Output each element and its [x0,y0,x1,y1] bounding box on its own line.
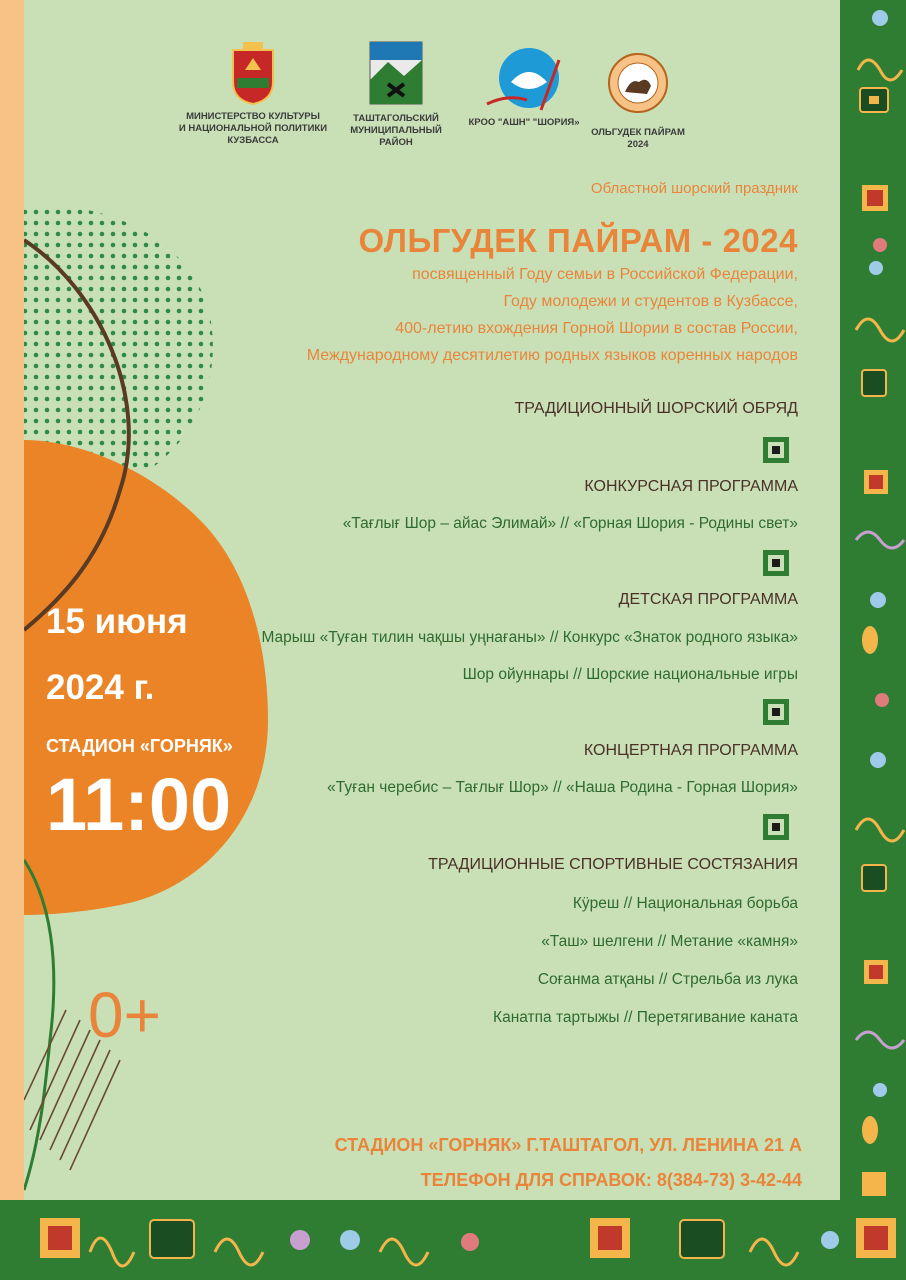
caption-line: КРОО "АШН" "ШОРИЯ» [468,117,580,128]
logo-kroo [462,40,586,129]
ornament-divider-icon [762,813,790,841]
caption-line: ОЛЬГУДЕК ПАЙРАМ [591,127,685,138]
caption-line: И НАЦИОНАЛЬНОЙ ПОЛИТИКИ [178,123,328,134]
program-item: Кӱреш // Национальная борьба [572,895,798,912]
ornament-pattern-right [840,0,906,1280]
venue-address: СТАДИОН «ГОРНЯК» Г.ТАШТАГОЛ, УЛ. ЛЕНИНА 21 А [334,1135,802,1155]
section-title-ritual: ТРАДИЦИОННЫЙ ШОРСКИЙ ОБРЯД [514,400,798,417]
section-title-contest: КОНКУРСНАЯ ПРОГРАММА [584,478,798,495]
program-item: Соғанма атқаны // Стрельба из лука [537,971,798,988]
event-date-day: 15 июня [46,602,188,641]
ornament-divider-icon [762,549,790,577]
logo-ministry [176,40,330,147]
section-title-children: ДЕТСКАЯ ПРОГРАММА [618,591,798,608]
program-item: Шор ойуннары // Шорские национальные игры [462,666,798,683]
event-date-year: 2024 г. [46,668,155,707]
olgudek-pairam-emblem-icon [607,52,669,114]
section-title-sports: ТРАДИЦИОННЫЕ СПОРТИВНЫЕ СОСТЯЗАНИЯ [428,856,798,873]
ornament-border-bottom [0,1200,906,1280]
section-title-concert: КОНЦЕРТНАЯ ПРОГРАММА [583,742,798,759]
program-item: Канатпа тартыжы // Перетягивание каната [493,1009,798,1026]
caption-line: 2024 [627,139,649,150]
dedication-line: 400-летию вхождения Горной Шории в состав России, [395,320,798,337]
logo-tashtagol-caption [340,113,452,149]
logo-olgudek [590,52,686,151]
program-item: «Тағлығ Шор – айас Элимай» // «Горная Шория - Родины свет» [342,515,798,532]
program-item: «Таш» шелгени // Метание «камня» [541,933,798,950]
kroo-ashn-shoria-emblem-icon [481,40,567,120]
event-subtitle: Областной шорский праздник [590,180,798,197]
program-item: «Туған черебис – Тағлығ Шор» // «Наша Родина - Горная Шория» [327,779,798,796]
caption-line: РАЙОН [379,137,413,148]
age-rating: 0+ [88,979,161,1051]
kuzbass-coat-of-arms-icon [229,40,277,106]
logo-kroo-caption [462,117,586,129]
tashtagol-coat-of-arms-icon [368,40,424,106]
dedication-line: посвященный Году семьи в Российской Федерации, [412,266,798,283]
ornament-divider-icon [762,436,790,464]
caption-line: КУЗБАССА [227,135,279,146]
logo-tashtagol [340,40,452,149]
logo-ministry-caption [176,111,330,147]
ornament-border-right [840,0,906,1280]
caption-line: МУНИЦИПАЛЬНЫЙ [350,125,442,136]
program-item: Марыш «Туған тилин чақшы уңнағаны» // Конкурс «Знаток родного языка» [261,629,798,646]
logo-olgudek-caption [590,127,686,151]
event-venue-short: СТАДИОН «ГОРНЯК» [46,736,233,756]
event-title: ОЛЬГУДЕК ПАЙРАМ - 2024 [358,222,798,259]
ornament-divider-icon [762,698,790,726]
event-time: 11:00 [46,763,232,846]
dedication-line: Году молодежи и студентов в Кузбассе, [503,293,798,310]
ornament-pattern-bottom [0,1200,906,1280]
contact-phone: ТЕЛЕФОН ДЛЯ СПРАВОК: 8(384-73) 3-42-44 [420,1170,802,1190]
caption-line: ТАШТАГОЛЬСКИЙ [353,113,439,124]
caption-line: МИНИСТЕРСТВО КУЛЬТУРЫ [186,111,320,122]
dedication-line: Международному десятилетию родных языков коренных народов [306,347,798,364]
